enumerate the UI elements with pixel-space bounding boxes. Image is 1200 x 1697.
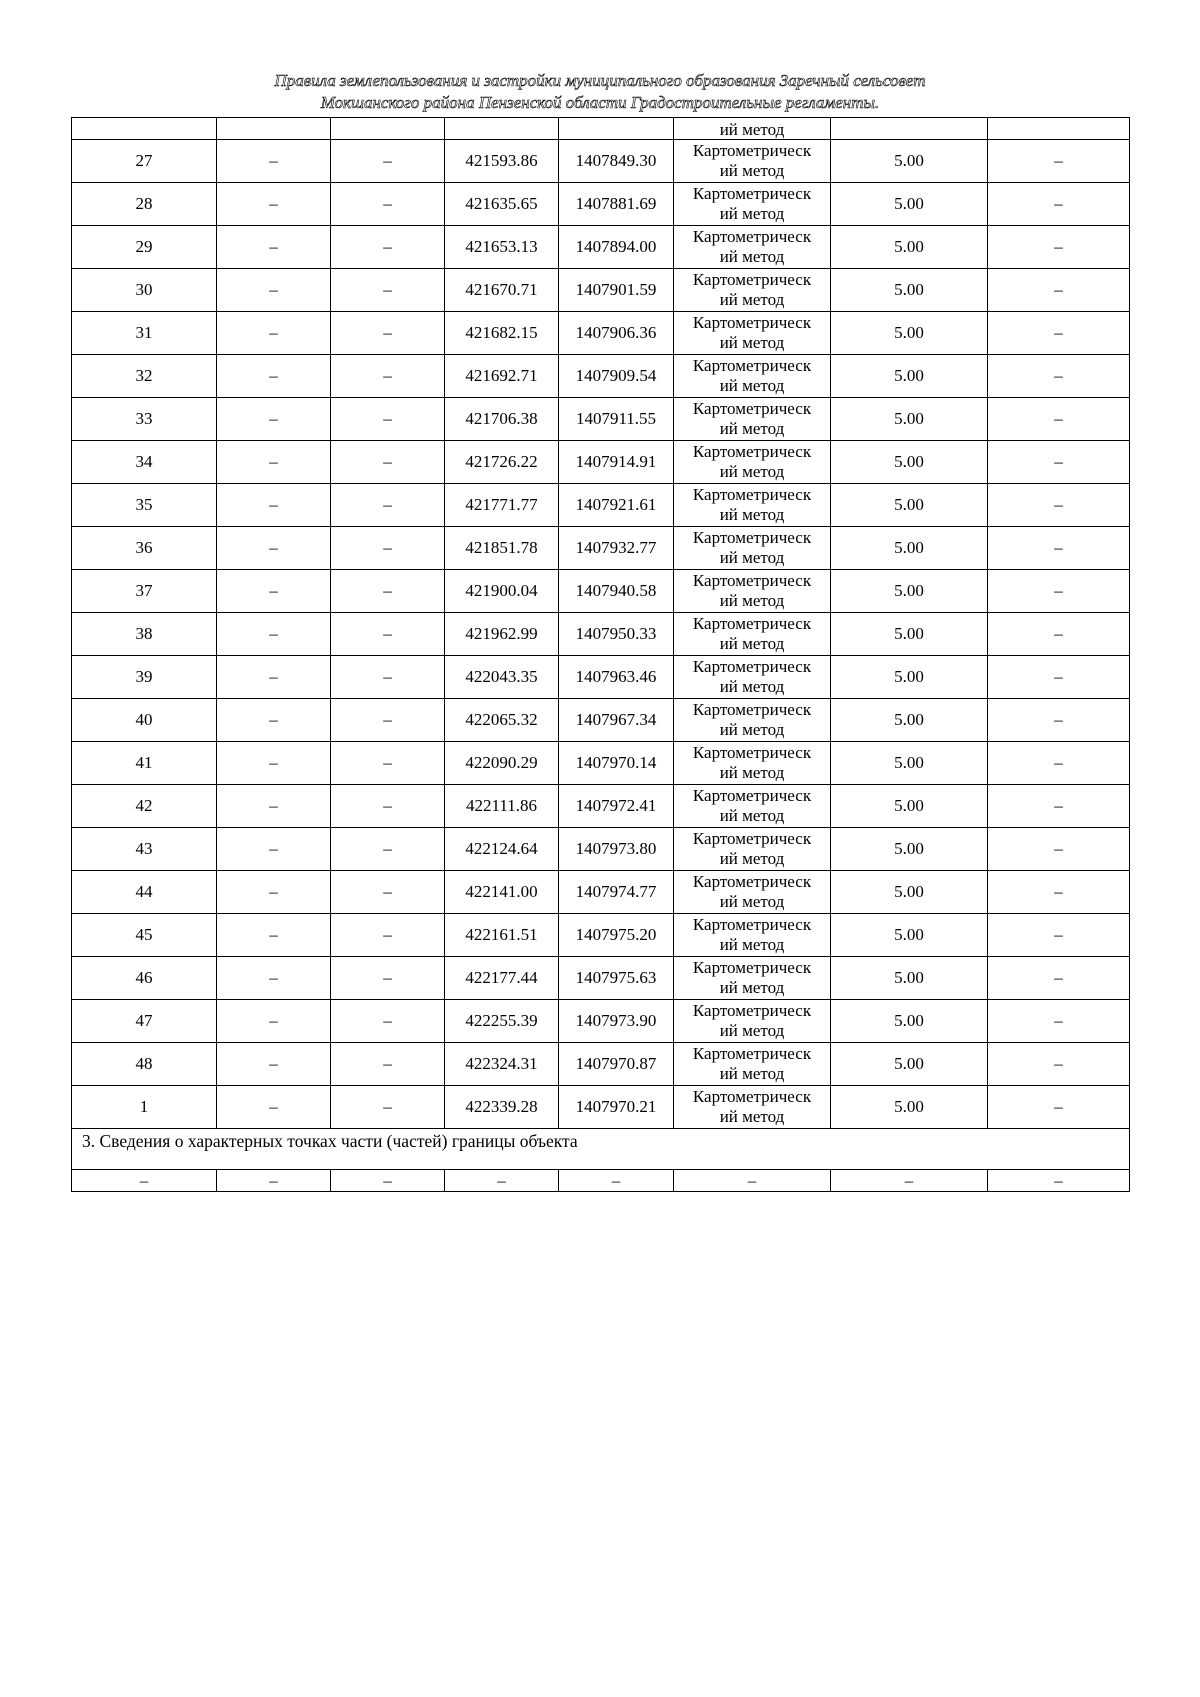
dash-cell: – [988, 1170, 1130, 1192]
point-number-cell: 47 [72, 1000, 217, 1043]
dash-cell: – [217, 1000, 331, 1043]
coordinate-y-cell: 1407974.77 [559, 871, 674, 914]
method-cell [674, 742, 831, 785]
dash-cell: – [217, 570, 331, 613]
accuracy-cell: 5.00 [831, 742, 988, 785]
coordinate-x-cell: 422161.51 [445, 914, 559, 957]
point-number-cell: 43 [72, 828, 217, 871]
coordinate-y-cell: 1407967.34 [559, 699, 674, 742]
method-line-2: ий метод [719, 204, 785, 223]
coordinate-y-cell: 1407950.33 [559, 613, 674, 656]
method-line-1: Картометрическ [692, 399, 812, 418]
method-cell [674, 140, 831, 183]
accuracy-cell: 5.00 [831, 183, 988, 226]
coordinate-y-cell: 1407894.00 [559, 226, 674, 269]
coordinate-y-cell: 1407975.63 [559, 957, 674, 1000]
point-number-cell: 45 [72, 914, 217, 957]
accuracy-cell: 5.00 [831, 398, 988, 441]
dash-cell: – [331, 484, 445, 527]
coordinate-y-cell: 1407901.59 [559, 269, 674, 312]
dash-cell: – [331, 140, 445, 183]
coordinate-y-cell: 1407963.46 [559, 656, 674, 699]
dash-cell: – [217, 699, 331, 742]
table-row [72, 1043, 1130, 1086]
method-cell [674, 226, 831, 269]
method-line-1: Картометрическ [692, 700, 812, 719]
coordinate-y-cell: 1407849.30 [559, 140, 674, 183]
dash-cell: – [831, 1170, 988, 1192]
dash-cell: – [331, 527, 445, 570]
dash-cell: – [217, 441, 331, 484]
coordinate-x-cell: 421653.13 [445, 226, 559, 269]
dash-cell: – [988, 140, 1130, 183]
accuracy-cell: 5.00 [831, 312, 988, 355]
coordinate-x-cell: 422111.86 [445, 785, 559, 828]
method-cell [674, 570, 831, 613]
method-line-1: Картометрическ [692, 872, 812, 891]
coordinate-y-cell: 1407940.58 [559, 570, 674, 613]
method-cell [674, 613, 831, 656]
method-cell [674, 785, 831, 828]
point-number-cell: 32 [72, 355, 217, 398]
coordinate-x-cell: 421682.15 [445, 312, 559, 355]
dash-cell: – [988, 312, 1130, 355]
accuracy-cell: 5.00 [831, 269, 988, 312]
method-line-2: ий метод [719, 892, 785, 911]
method-line-2: ий метод [719, 1064, 785, 1083]
table-row [72, 699, 1130, 742]
table-row [72, 527, 1130, 570]
dash-cell: – [217, 1086, 331, 1129]
document-header [0, 70, 1200, 114]
coordinate-y-cell: 1407911.55 [559, 398, 674, 441]
table-cell [988, 118, 1130, 140]
method-line-1: Картометрическ [692, 184, 812, 203]
coordinate-x-cell: 421670.71 [445, 269, 559, 312]
table-row [72, 742, 1130, 785]
table-row [72, 613, 1130, 656]
method-cell [674, 484, 831, 527]
dash-cell: – [217, 398, 331, 441]
dash-cell: – [331, 828, 445, 871]
boundary-points-table [71, 117, 1130, 1192]
dash-cell: – [988, 355, 1130, 398]
dash-cell: – [988, 269, 1130, 312]
dash-cell: – [331, 656, 445, 699]
point-number-cell: 1 [72, 1086, 217, 1129]
dash-cell: – [988, 957, 1130, 1000]
dash-cell: – [988, 613, 1130, 656]
method-line-1: Картометрическ [692, 614, 812, 633]
accuracy-cell: 5.00 [831, 140, 988, 183]
dash-cell: – [217, 269, 331, 312]
coordinate-x-cell: 421726.22 [445, 441, 559, 484]
coordinate-y-cell: 1407906.36 [559, 312, 674, 355]
dash-cell: – [331, 226, 445, 269]
method-line-1: Картометрическ [692, 1001, 812, 1020]
method-line-2: ий метод [719, 548, 785, 567]
accuracy-cell: 5.00 [831, 656, 988, 699]
coordinate-x-cell: 421706.38 [445, 398, 559, 441]
dash-cell: – [217, 527, 331, 570]
method-line-2: ий метод [719, 763, 785, 782]
method-line-1: Картометрическ [692, 313, 812, 332]
point-number-cell: 28 [72, 183, 217, 226]
dash-cell: – [988, 871, 1130, 914]
coordinate-x-cell: 421692.71 [445, 355, 559, 398]
dash-cell: – [988, 656, 1130, 699]
point-number-cell: 38 [72, 613, 217, 656]
table-row [72, 140, 1130, 183]
dash-cell: – [217, 871, 331, 914]
table-cell [559, 118, 674, 140]
table-row [72, 441, 1130, 484]
coordinate-x-cell: 422043.35 [445, 656, 559, 699]
dash-cell: – [331, 699, 445, 742]
accuracy-cell: 5.00 [831, 226, 988, 269]
table-row [72, 828, 1130, 871]
dash-cell: – [988, 398, 1130, 441]
point-number-cell: 35 [72, 484, 217, 527]
method-line-1: Картометрическ [692, 356, 812, 375]
method-cell [674, 441, 831, 484]
coordinate-y-cell: 1407970.21 [559, 1086, 674, 1129]
dash-cell: – [217, 183, 331, 226]
dash-cell: – [217, 613, 331, 656]
header-line-1: Правила землепользования и застройки муниципального образования Заречный сельсовет [274, 71, 926, 90]
method-line-2: ий метод [719, 935, 785, 954]
method-line-1: Картометрическ [692, 829, 812, 848]
method-line-2: ий метод [719, 591, 785, 610]
accuracy-cell: 5.00 [831, 828, 988, 871]
coordinate-y-cell: 1407881.69 [559, 183, 674, 226]
dash-cell: – [217, 742, 331, 785]
method-cell [674, 269, 831, 312]
method-cell [674, 1086, 831, 1129]
dash-cell: – [217, 355, 331, 398]
table-cell [445, 118, 559, 140]
coordinate-x-cell: 422255.39 [445, 1000, 559, 1043]
table-row [72, 226, 1130, 269]
table-row [72, 355, 1130, 398]
table-row [72, 1000, 1130, 1043]
coordinate-x-cell: 421851.78 [445, 527, 559, 570]
dash-cell: – [217, 226, 331, 269]
dash-cell: – [331, 914, 445, 957]
method-cell [674, 1000, 831, 1043]
coordinate-x-cell: 421771.77 [445, 484, 559, 527]
coordinate-y-cell: 1407932.77 [559, 527, 674, 570]
point-number-cell: 39 [72, 656, 217, 699]
dash-cell: – [217, 140, 331, 183]
method-line-1: Картометрическ [692, 1044, 812, 1063]
method-cell [674, 183, 831, 226]
coordinate-x-cell: 421900.04 [445, 570, 559, 613]
point-number-cell: 30 [72, 269, 217, 312]
method-cell [674, 1043, 831, 1086]
table-cell [831, 118, 988, 140]
dash-cell: – [988, 183, 1130, 226]
table-row [72, 398, 1130, 441]
table-row [72, 312, 1130, 355]
dash-cell: – [331, 871, 445, 914]
method-line-2: ий метод [719, 720, 785, 739]
header-line-2: Мокшанского района Пензенской области Градостроительные регламенты. [320, 93, 880, 112]
method-line-1: Картометрическ [692, 958, 812, 977]
accuracy-cell: 5.00 [831, 957, 988, 1000]
table-cell [331, 118, 445, 140]
point-number-cell: 27 [72, 140, 217, 183]
table-row [72, 484, 1130, 527]
table-row [72, 1086, 1130, 1129]
method-line-1: Картометрическ [692, 786, 812, 805]
dash-cell: – [72, 1170, 217, 1192]
accuracy-cell: 5.00 [831, 527, 988, 570]
dash-cell: – [331, 1043, 445, 1086]
continued-row [72, 118, 1130, 140]
dash-cell: – [988, 441, 1130, 484]
coordinate-x-cell: 422124.64 [445, 828, 559, 871]
method-line-1: Картометрическ [692, 1087, 812, 1106]
dash-cell: – [217, 1043, 331, 1086]
section-3-title: 3. Сведения о характерных точках части (частей) границы объекта [72, 1129, 1130, 1170]
dash-cell: – [988, 914, 1130, 957]
method-cell [674, 527, 831, 570]
method-line-1: Картометрическ [692, 571, 812, 590]
dash-cell: – [988, 1086, 1130, 1129]
method-line-2: ий метод [719, 849, 785, 868]
method-line-1: Картометрическ [692, 442, 812, 461]
dash-cell: – [331, 570, 445, 613]
coordinate-x-cell: 422065.32 [445, 699, 559, 742]
dash-cell: – [331, 1000, 445, 1043]
dash-cell: – [331, 785, 445, 828]
method-cell: ий метод [674, 118, 831, 140]
table-row [72, 269, 1130, 312]
dash-cell: – [331, 441, 445, 484]
coordinate-x-cell: 422090.29 [445, 742, 559, 785]
method-line-1: Картометрическ [692, 270, 812, 289]
coordinate-y-cell: 1407970.14 [559, 742, 674, 785]
dash-cell: – [331, 355, 445, 398]
point-number-cell: 42 [72, 785, 217, 828]
method-line-2: ий метод [719, 634, 785, 653]
method-line-1: Картометрическ [692, 141, 812, 160]
dash-cell: – [331, 1086, 445, 1129]
dash-cell: – [217, 312, 331, 355]
method-line-2: ий метод [719, 290, 785, 309]
coordinate-y-cell: 1407973.90 [559, 1000, 674, 1043]
dash-cell: – [331, 183, 445, 226]
coordinate-y-cell: 1407921.61 [559, 484, 674, 527]
table-row [72, 656, 1130, 699]
accuracy-cell: 5.00 [831, 441, 988, 484]
method-line-2: ий метод [719, 376, 785, 395]
point-number-cell: 34 [72, 441, 217, 484]
coordinate-y-cell: 1407914.91 [559, 441, 674, 484]
point-number-cell: 40 [72, 699, 217, 742]
accuracy-cell: 5.00 [831, 1086, 988, 1129]
point-number-cell: 37 [72, 570, 217, 613]
method-line-2: ий метод [719, 1021, 785, 1040]
method-line-1: Картометрическ [692, 915, 812, 934]
dash-cell: – [331, 613, 445, 656]
method-line-2: ий метод [719, 677, 785, 696]
point-number-cell: 31 [72, 312, 217, 355]
method-line-2: ий метод [719, 1107, 785, 1126]
dash-cell: – [674, 1170, 831, 1192]
dash-cell: – [988, 742, 1130, 785]
method-line-1: Картометрическ [692, 528, 812, 547]
dash-cell: – [988, 226, 1130, 269]
method-line-2: ий метод [719, 419, 785, 438]
method-line-2: ий метод [719, 978, 785, 997]
coordinate-x-cell: 422339.28 [445, 1086, 559, 1129]
accuracy-cell: 5.00 [831, 570, 988, 613]
coordinate-y-cell: 1407973.80 [559, 828, 674, 871]
table-cell [72, 118, 217, 140]
dash-cell: – [988, 1043, 1130, 1086]
dash-cell: – [988, 699, 1130, 742]
method-line-2: ий метод [719, 161, 785, 180]
method-line-2: ий метод [719, 462, 785, 481]
accuracy-cell: 5.00 [831, 914, 988, 957]
dash-cell: – [217, 914, 331, 957]
point-number-cell: 44 [72, 871, 217, 914]
coordinate-y-cell: 1407975.20 [559, 914, 674, 957]
dash-cell: – [331, 398, 445, 441]
dash-cell: – [217, 484, 331, 527]
method-line-1: Картометрическ [692, 657, 812, 676]
method-line-2: ий метод [719, 247, 785, 266]
coordinate-x-cell: 421635.65 [445, 183, 559, 226]
accuracy-cell: 5.00 [831, 484, 988, 527]
method-cell [674, 828, 831, 871]
method-cell [674, 699, 831, 742]
coordinate-x-cell: 422141.00 [445, 871, 559, 914]
point-number-cell: 36 [72, 527, 217, 570]
point-number-cell: 41 [72, 742, 217, 785]
table-row [72, 957, 1130, 1000]
accuracy-cell: 5.00 [831, 1043, 988, 1086]
method-cell [674, 355, 831, 398]
method-line-1: Картометрическ [692, 485, 812, 504]
coordinate-y-cell: 1407970.87 [559, 1043, 674, 1086]
dash-cell: – [331, 312, 445, 355]
dash-cell: – [988, 527, 1130, 570]
dash-cell: – [988, 828, 1130, 871]
accuracy-cell: 5.00 [831, 871, 988, 914]
method-line-1: Картометрическ [692, 743, 812, 762]
table-row [72, 183, 1130, 226]
coordinate-x-cell: 422324.31 [445, 1043, 559, 1086]
dash-cell: – [331, 1170, 445, 1192]
dash-cell: – [217, 1170, 331, 1192]
point-number-cell: 33 [72, 398, 217, 441]
table-row [72, 1170, 1130, 1192]
table-row [72, 570, 1130, 613]
method-cell [674, 957, 831, 1000]
point-number-cell: 29 [72, 226, 217, 269]
method-cell [674, 312, 831, 355]
method-cell [674, 871, 831, 914]
method-cell [674, 656, 831, 699]
table-cell [217, 118, 331, 140]
accuracy-cell: 5.00 [831, 785, 988, 828]
dash-cell: – [988, 1000, 1130, 1043]
dash-cell: – [331, 742, 445, 785]
dash-cell: – [988, 570, 1130, 613]
dash-cell: – [445, 1170, 559, 1192]
method-line-2: ий метод [719, 505, 785, 524]
dash-cell: – [988, 785, 1130, 828]
section-row [72, 1129, 1130, 1170]
dash-cell: – [217, 957, 331, 1000]
dash-cell: – [217, 828, 331, 871]
method-line-2: ий метод [719, 333, 785, 352]
accuracy-cell: 5.00 [831, 699, 988, 742]
table-row [72, 914, 1130, 957]
accuracy-cell: 5.00 [831, 613, 988, 656]
coordinate-x-cell: 421593.86 [445, 140, 559, 183]
method-line-1: Картометрическ [692, 227, 812, 246]
coordinate-x-cell: 422177.44 [445, 957, 559, 1000]
dash-cell: – [217, 785, 331, 828]
dash-cell: – [331, 269, 445, 312]
accuracy-cell: 5.00 [831, 1000, 988, 1043]
method-line-2: ий метод [719, 806, 785, 825]
point-number-cell: 48 [72, 1043, 217, 1086]
dash-cell: – [331, 957, 445, 1000]
table-row [72, 871, 1130, 914]
point-number-cell: 46 [72, 957, 217, 1000]
dash-cell: – [988, 484, 1130, 527]
coordinate-y-cell: 1407909.54 [559, 355, 674, 398]
accuracy-cell: 5.00 [831, 355, 988, 398]
coordinate-y-cell: 1407972.41 [559, 785, 674, 828]
method-cell [674, 914, 831, 957]
table-row [72, 785, 1130, 828]
dash-cell: – [217, 656, 331, 699]
coordinate-x-cell: 421962.99 [445, 613, 559, 656]
method-cell [674, 398, 831, 441]
dash-cell: – [559, 1170, 674, 1192]
